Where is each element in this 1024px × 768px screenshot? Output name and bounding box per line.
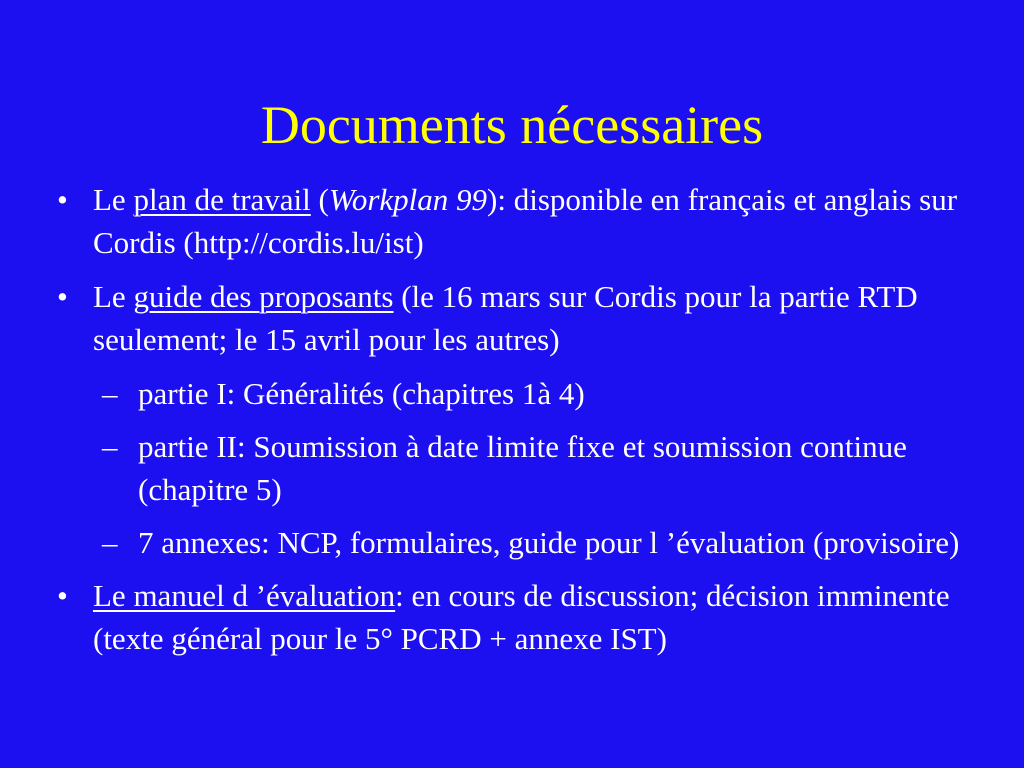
manuel-evaluation-link[interactable]: Le manuel d ’évaluation — [93, 578, 396, 613]
bullet-marker: • — [57, 182, 68, 217]
sub-item-partie-1 — [57, 372, 977, 415]
dash-marker: – — [102, 376, 118, 411]
bullet-item-manuel — [57, 574, 977, 660]
bullet-item-guide — [57, 275, 977, 361]
bullet-item-workplan — [57, 178, 977, 264]
bullet-text-rest: : en cours de discussion; décision imminente (texte général pour le 5° PCRD + annexe IST) — [93, 578, 950, 656]
sub-item-text: partie II: Soumission à date limite fixe et soumission continue (chapitre 5) — [138, 429, 907, 507]
bullet-marker: • — [57, 279, 68, 314]
dash-marker: – — [102, 525, 118, 560]
guide-des-proposants-link[interactable]: guide des proposants — [133, 279, 394, 314]
open-paren: ( — [310, 182, 329, 217]
sub-item-text: partie I: Généralités (chapitres 1à 4) — [138, 376, 585, 411]
bullet-text-rest: ): disponible en français et anglais sur Cordis (http://cordis.lu/ist) — [93, 182, 958, 260]
bullet-list — [57, 178, 977, 671]
dash-marker: – — [102, 429, 118, 464]
bullet-marker: • — [57, 578, 68, 613]
sub-item-text: 7 annexes: NCP, formulaires, guide pour l ’évaluation (provisoire) — [138, 525, 960, 560]
plan-de-travail-link[interactable]: plan de travail — [133, 182, 311, 217]
sub-item-partie-2 — [57, 425, 977, 511]
workplan-italic: Workplan 99 — [328, 182, 488, 217]
bullet-text-prefix: Le — [93, 279, 134, 314]
bullet-text-prefix: Le — [93, 182, 134, 217]
bullet-text-rest: (le 16 mars sur Cordis pour la partie RTD seulement; le 15 avril pour les autres) — [93, 279, 918, 357]
sub-item-annexes — [57, 521, 977, 564]
slide-title: Documents nécessaires — [260, 95, 764, 155]
